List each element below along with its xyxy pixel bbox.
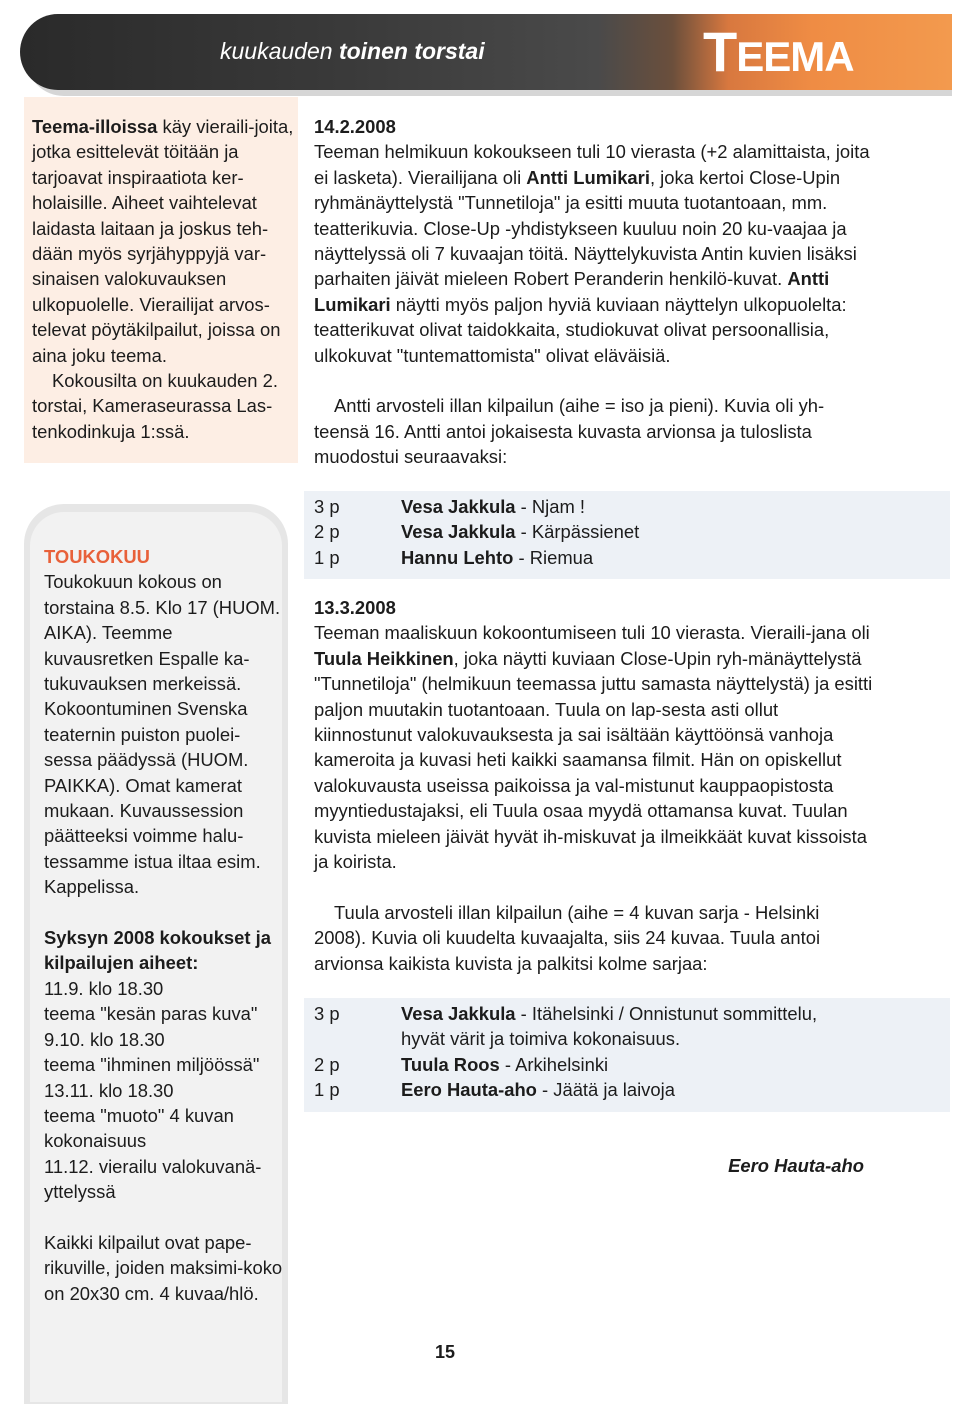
result-points: 2 p	[314, 521, 340, 543]
result-row	[304, 1052, 950, 1077]
autumn-item: teema "kesän paras kuva"	[44, 1003, 258, 1025]
result-entry	[401, 1001, 817, 1026]
result-title: - Riemua	[513, 546, 594, 568]
teema-logo	[703, 20, 854, 85]
autumn-item: 9.10. klo 18.30	[44, 1028, 165, 1050]
result-photographer: Eero Hauta-aho	[401, 1079, 537, 1101]
result-title: - Njam !	[515, 496, 586, 517]
tagline-bold: toinen torstai	[338, 38, 485, 64]
spacer	[44, 1205, 284, 1230]
autumn-item: 13.11. klo 18.30	[44, 1079, 174, 1101]
result-title: - Arkihelsinki	[499, 1053, 609, 1075]
intro-lead: Teema-illoissa	[32, 116, 158, 137]
spacer	[44, 900, 284, 925]
page-number: 15	[434, 1342, 456, 1362]
result-row	[304, 1077, 950, 1102]
sidebar-content	[44, 544, 284, 1306]
guest-name: Tuula Heikkinen	[314, 647, 454, 669]
autumn-item: teema "muoto" 4 kuvan kokonaisuus	[44, 1104, 234, 1152]
logo-rest: EEMA	[736, 33, 854, 80]
article-author: Eero Hauta-aho	[728, 1155, 864, 1176]
result-row	[304, 519, 950, 544]
march-date-text: 13.3.2008	[314, 597, 396, 618]
text-run: näytti myös paljon hyviä kuviaan näyttelyn ulkopuolelta: teatterikuvat olivat taidokkaita, studiokuvat olivat persoonallisia, ulkokuvat "tuntemattomista" olivat eläväisiä.	[314, 293, 847, 366]
result-row	[304, 545, 950, 570]
text-run: , joka kertoi Close-Upin ryhmänäyttelystä "Tunnetiloja" ja esitti muuta tuotantoaan, mm. teatterikuvia. Close-Up -yhdistykseen kuuluu noin 20 ku-vaajaa ja näyttelyssä oli 7 kuvaajan töitä. Näyttelykuvista Antin kuvien lisäksi parhaiten jäivät mieleen Robert Peranderin henkilö-kuvat.	[314, 166, 857, 290]
result-title-continued: hyvät värit ja toimiva kokonaisuus.	[401, 1028, 681, 1050]
page-header	[20, 14, 952, 90]
march-paragraph-1	[314, 620, 874, 874]
february-report	[314, 114, 874, 470]
autumn-item: teema "ihminen miljöössä"	[44, 1054, 260, 1076]
march-results	[304, 998, 950, 1112]
result-entry	[401, 1077, 675, 1102]
result-title: - Itähelsinki / Onnistunut sommittelu,	[515, 1003, 818, 1024]
result-points: 3 p	[314, 496, 340, 517]
result-photographer: Vesa Jakkula	[401, 1003, 516, 1024]
spacer	[314, 368, 874, 393]
result-points: 1 p	[314, 1079, 340, 1101]
march-paragraph-2: Tuula arvosteli illan kilpailun (aihe = 4 kuvan sarja - Helsinki 2008). Kuvia oli kuudelta kuvaajalta, siis 24 kuvaa. Tuula antoi arvionsa kaikista kuvista ja palkitsi kolme sarjaa:	[314, 901, 821, 974]
spacer	[314, 874, 874, 899]
result-photographer: Hannu Lehto	[401, 546, 514, 568]
sidebar-heading: TOUKOKUU	[44, 546, 150, 567]
march-date	[314, 595, 874, 620]
february-date-text: 14.2.2008	[314, 116, 396, 137]
text-run: , joka näytti kuviaan Close-Upin ryh-mänäyttelystä "Tunnetiloja" (helmikuun teemassa juttu samasta näyttelystä) ja esitti paljon muutakin tuotantoaan. Tuula on lap-sesta asti ollut kiinnostunut valokuvauksesta ja sai isältään käyttöönsä vanhoja kameroita ja kuvasi heti kaikki saamansa filmit. Hän on opiskellut valokuvausta useissa paikoissa ja val-mistunut kauppaopistosta myyntiedustajaksi, eli Tuula osaa myydä ottamansa kuvat. Tuulan kuvista mieleen jäivät hyvät ih-miskuvat ja ilmeikkäät kuvat kissoista ja koirista.	[314, 647, 873, 873]
text-run: Teeman maaliskuun kokoontumiseen tuli 10 vierasta. Vieraili-jana oli	[314, 622, 870, 644]
result-title: - Jäätä ja laivoja	[536, 1079, 675, 1101]
result-points: 2 p	[314, 1053, 340, 1075]
february-results	[304, 491, 950, 579]
result-row	[304, 1026, 950, 1051]
guest-name: Antti Lumikari	[526, 166, 650, 188]
intro-meeting: Kokousilta on kuukauden 2. torstai, Kameraseurassa Las-tenkodinkuja 1:ssä.	[32, 370, 278, 442]
intro-box	[24, 97, 298, 463]
intro-body: käy vieraili-joita, jotka esittelevät töitään ja tarjoavat inspiraatiota ker-holaisille. Aiheet vaihtelevat laidasta laitaan ja joskus teh-dään myös syrjähyppyjä var-sinaisen valokuvauksen ulkopuolelle. Vierailijat arvos-televat pöytäkilpailut, joissa on aina joku teema.	[32, 116, 294, 366]
february-paragraph-2: Antti arvosteli illan kilpailun (aihe = iso ja pieni). Kuvia oli yh-teensä 16. Antti antoi jokaisesta kuvasta arvionsa ja tuloslista muodostui seuraavaksi:	[314, 395, 825, 468]
march-report	[314, 595, 874, 976]
result-photographer: Vesa Jakkula	[401, 521, 516, 543]
february-date	[314, 114, 874, 139]
text-run: Teeman helmikuun kokoukseen tuli 10 vierasta (+2 alamittaista, joita ei lasketa). Vierailijana oli	[314, 141, 870, 188]
result-title: - Kärpässienet	[515, 521, 640, 543]
intro-paragraph	[32, 114, 296, 368]
logo-initial: T	[703, 20, 737, 83]
result-row	[304, 1001, 950, 1026]
february-paragraph-1	[314, 139, 874, 368]
result-entry	[401, 519, 639, 544]
autumn-heading-text: Syksyn 2008 kokoukset ja kilpailujen aiheet:	[44, 927, 271, 974]
autumn-item: 11.9. klo 18.30	[44, 977, 164, 999]
autumn-item: 11.12. vierailu valokuvanä-yttelyssä	[44, 1155, 262, 1203]
result-points: 3 p	[314, 1003, 340, 1024]
header-tagline	[220, 36, 485, 66]
result-points: 1 p	[314, 546, 340, 568]
result-entry	[401, 1052, 608, 1077]
result-entry	[401, 494, 585, 519]
result-photographer: Tuula Roos	[401, 1053, 500, 1075]
result-row	[304, 494, 950, 519]
guest-name: Antti Lumikari	[314, 268, 830, 315]
result-entry	[401, 545, 593, 570]
intro-text	[32, 114, 296, 444]
autumn-heading	[44, 925, 284, 976]
may-meeting-text: Toukokuun kokous on torstaina 8.5. Klo 17 (HUOM. AIKA). Teemme kuvausretken Espalle ka-tukuvauksen merkeissä. Kokoontuminen Svenska teaternin puiston puolei-sessa päädyssä (HUOM. PAIKKA). Omat kamerat mukaan. Kuvaussession päätteeksi voimme halu-tessamme istua iltaa esim. Kappelissa.	[44, 571, 281, 898]
sidebar-footer: Kaikki kilpailut ovat pape-rikuville, joiden maksimi-koko on 20x30 cm. 4 kuvaa/hlö.	[44, 1231, 283, 1304]
result-photographer: Vesa Jakkula	[401, 496, 516, 517]
tagline-plain: kuukauden	[220, 38, 339, 64]
